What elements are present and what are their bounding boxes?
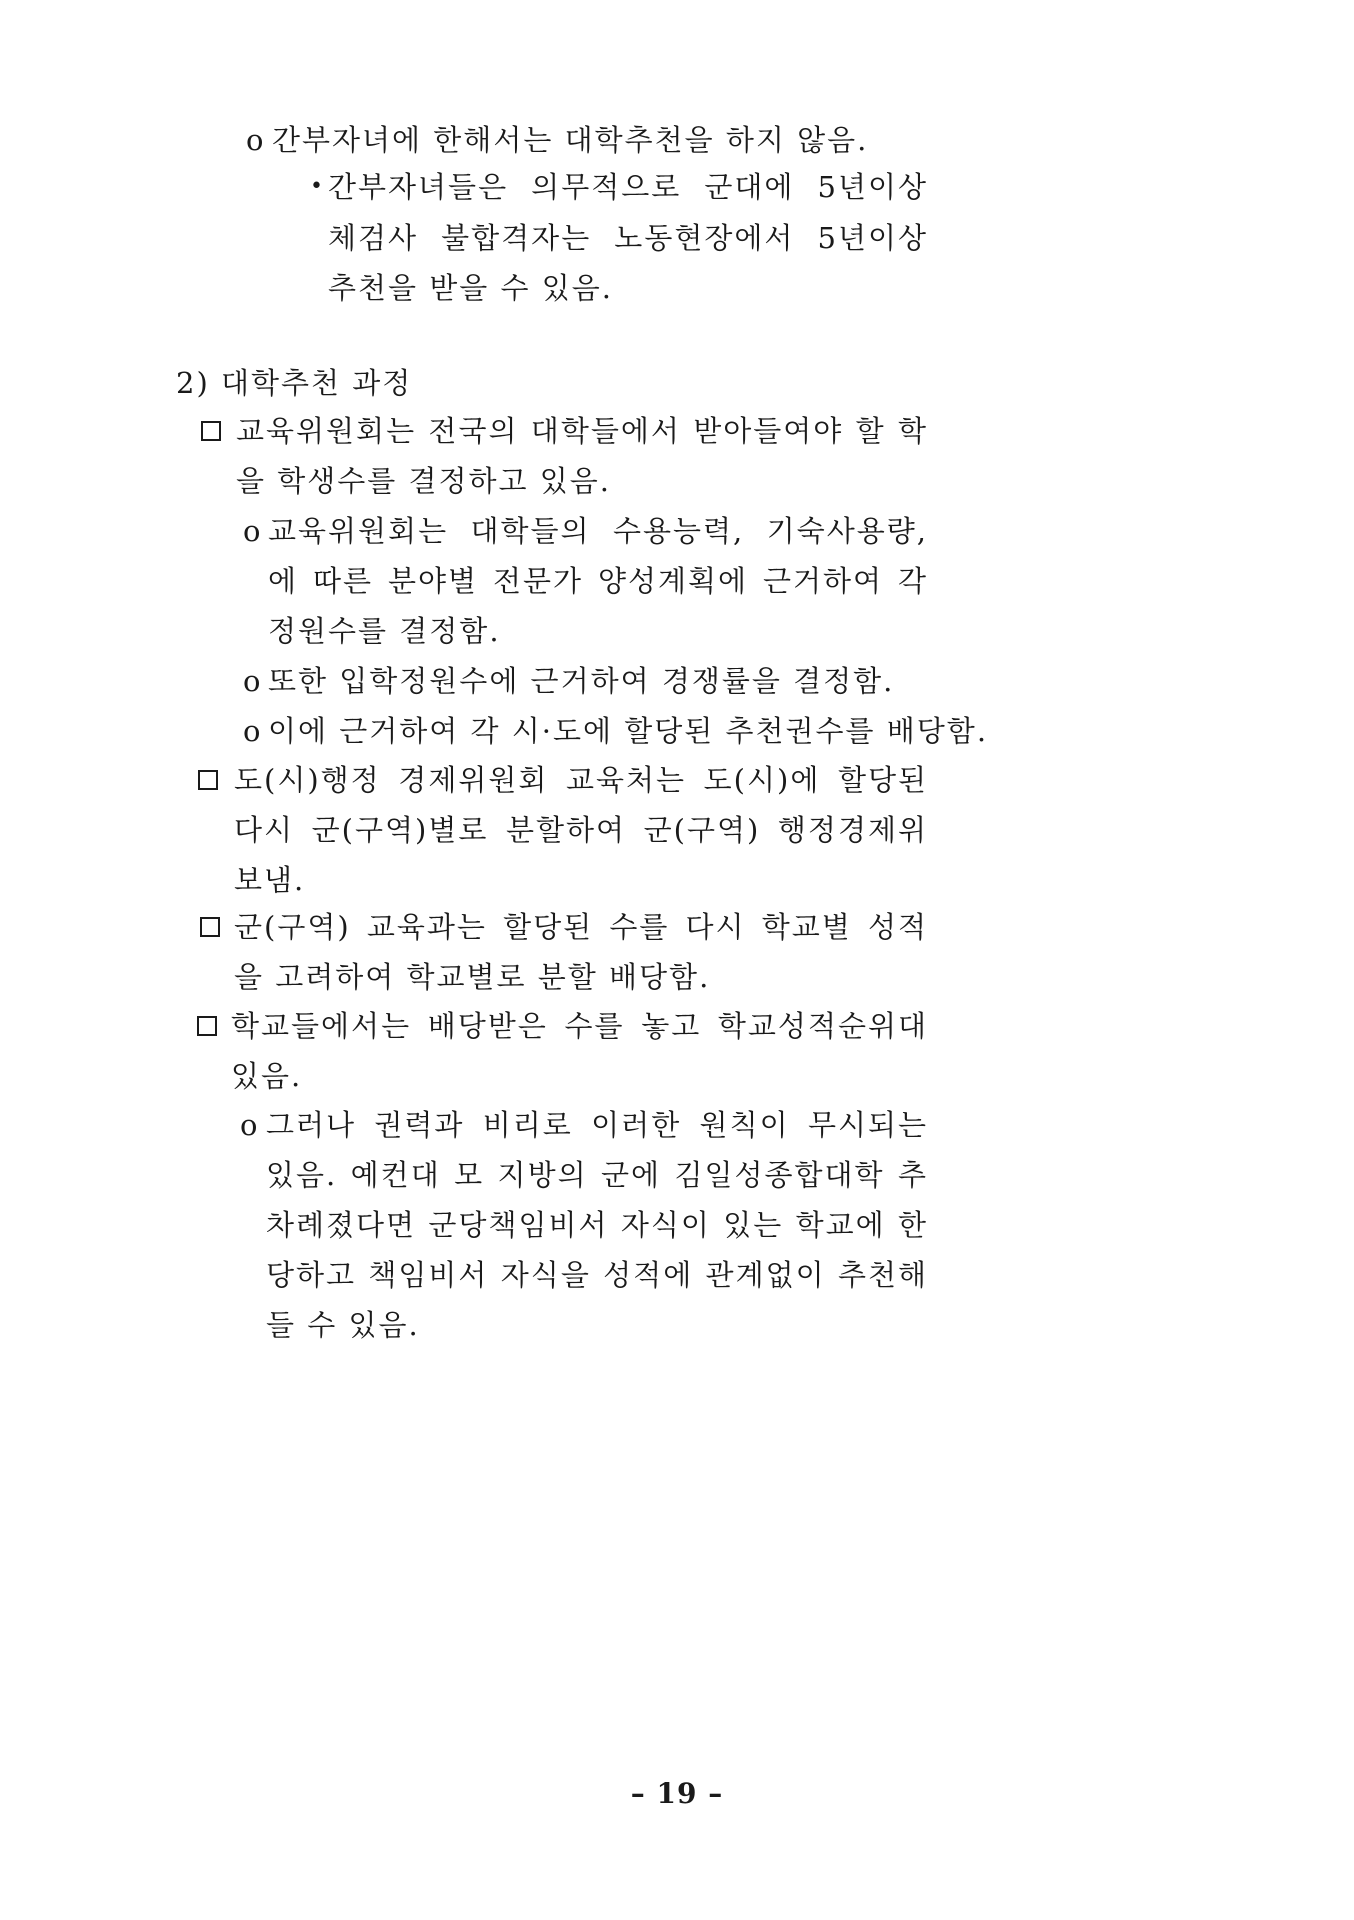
text-line: 도(시)행정 경제위원회 교육처는 도(시)에 할당된 — [234, 763, 928, 797]
text-line: 보냄. — [234, 863, 306, 897]
text-line: 학교들에서는 배당받은 수를 놓고 학교성적순위대 — [231, 1009, 928, 1043]
text-line: 이에 근거하여 각 시·도에 할당된 추천권수를 배당함. — [268, 714, 989, 748]
text-line: 있음. 예컨대 모 지방의 군에 김일성종합대학 추 — [266, 1158, 928, 1192]
text-line: 교육위원회는 전국의 대학들에서 받아들여야 할 학 — [236, 414, 928, 448]
text-line: 추천을 받을 수 있음. — [328, 271, 613, 305]
o-marker: o — [243, 514, 261, 548]
text-line: 군(구역) 교육과는 할당된 수를 다시 학교별 성적 — [234, 910, 928, 944]
o-marker: o — [243, 714, 261, 748]
text-line: 차례졌다면 군당책임비서 자식이 있는 학교에 한 — [266, 1208, 928, 1242]
checkbox-square-icon — [200, 917, 220, 937]
text-line: 다시 군(구역)별로 분할하여 군(구역) 행정경제위 — [234, 813, 928, 847]
text-line: 을 학생수를 결정하고 있음. — [236, 464, 612, 498]
text-line: 교육위원회는 대학들의 수용능력, 기숙사용량, — [268, 514, 928, 548]
checkbox-square-icon — [201, 421, 221, 441]
o-marker: o — [243, 664, 261, 698]
text-line: 또한 입학정원수에 근거하여 경쟁률을 결정함. — [268, 664, 895, 698]
text-line: 정원수를 결정함. — [268, 614, 501, 648]
text-line: 을 고려하여 학교별로 분할 배당함. — [234, 960, 711, 994]
checkbox-square-icon — [197, 1016, 217, 1036]
text-line: 당하고 책임비서 자식을 성적에 관계없이 추천해 — [266, 1258, 928, 1292]
section-heading: 2) 대학추천 과정 — [176, 366, 413, 400]
checkbox-square-icon — [198, 770, 218, 790]
text-line: 들 수 있음. — [266, 1308, 420, 1342]
text-line: 체검사 불합격자는 노동현장에서 5년이상 — [328, 221, 928, 255]
bullet-dot: • — [310, 174, 323, 199]
page-number: – 19 – — [630, 1777, 724, 1810]
o-marker: o — [240, 1108, 258, 1142]
o-marker: o — [246, 123, 264, 157]
text-line: 간부자녀에 한해서는 대학추천을 하지 않음. — [272, 123, 869, 157]
text-line: 에 따른 분야별 전문가 양성계획에 근거하여 각 — [268, 564, 928, 598]
text-line: 간부자녀들은 의무적으로 군대에 5년이상 — [328, 170, 928, 204]
text-line: 그러나 권력과 비리로 이러한 원칙이 무시되는 — [266, 1108, 928, 1142]
text-line: 있음. — [231, 1059, 303, 1093]
